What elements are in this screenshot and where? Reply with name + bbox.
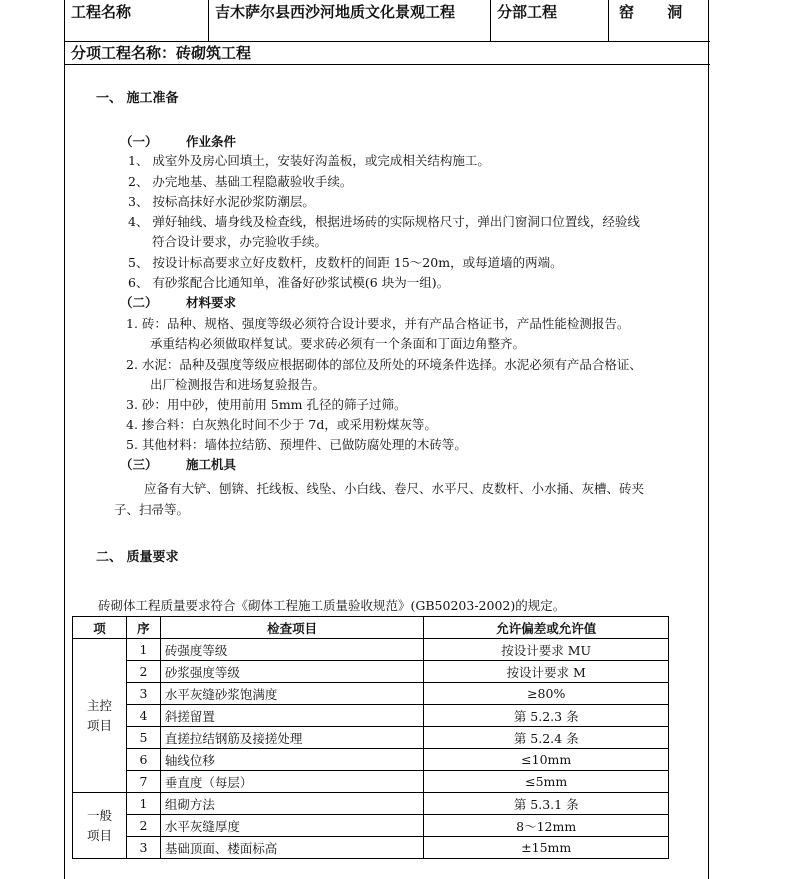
group-name-general: [73, 793, 127, 859]
table-row: [73, 815, 669, 837]
seq-cell: 1: [126, 793, 160, 815]
value-cell: ≤10mm: [424, 749, 669, 771]
item-cell: 垂直度（每层）: [160, 771, 423, 793]
seq-cell: 7: [126, 771, 160, 793]
value-cell: 第 5.2.4 条: [424, 727, 669, 749]
item-cell: 水平灰缝厚度: [160, 815, 423, 837]
table-row: [73, 727, 669, 749]
value-cell: 第 5.2.3 条: [424, 705, 669, 727]
material-line: 承重结构必须做取样复试。要求砖必须有一个条面和丁面边角整齐。: [150, 336, 526, 351]
value-cell: 第 5.3.1 条: [424, 793, 669, 815]
condition-line: 4、 弹好轴线、墙身线及检查线，根据进场砖的实际规格尺寸，弹出门窗洞口位置线，经验线: [128, 214, 640, 229]
item-cell: 水平灰缝砂浆饱满度: [160, 683, 423, 705]
group-label: 一般项目: [86, 807, 112, 843]
subdivision-title: 分项工程名称：砖砌筑工程: [65, 42, 710, 65]
col-header: 序: [126, 617, 160, 639]
table-row: [73, 771, 669, 793]
section2-title: 二、 质量要求: [96, 550, 179, 565]
sub1-num: （一）: [120, 134, 158, 149]
seq-cell: 5: [126, 727, 160, 749]
seq-cell: 6: [126, 749, 160, 771]
condition-line: 3、 按标高抹好水泥砂浆防潮层。: [128, 194, 315, 209]
value-cell: 8～12mm: [424, 815, 669, 837]
table-header-row: [73, 617, 669, 639]
value-cell: 按设计要求 M: [424, 661, 669, 683]
group-name-main: [73, 639, 127, 793]
tools-line: 子、扫帚等。: [114, 502, 190, 517]
material-line: 4. 掺合料：白灰熟化时间不少于 7d，或采用粉煤灰等。: [126, 417, 437, 432]
material-line: 出厂检测报告和进场复验报告。: [150, 377, 326, 392]
value-cell: 按设计要求 MU: [424, 639, 669, 661]
material-line: 5. 其他材料：墙体拉结筋、预埋件、已做防腐处理的木砖等。: [126, 437, 467, 452]
condition-line: 1、 成室外及房心回填土，安装好沟盖板，或完成相关结构施工。: [128, 153, 490, 168]
col-header: 项: [73, 617, 127, 639]
item-cell: 基础顶面、楼面标高: [160, 837, 423, 859]
item-cell: 组砌方法: [160, 793, 423, 815]
condition-line: 符合设计要求，办完验收手续。: [152, 234, 328, 249]
quality-table: [72, 616, 669, 859]
item-cell: 轴线位移: [160, 749, 423, 771]
quality-intro: 砖砌体工程质量要求符合《砌体工程施工质量验收规范》(GB50203-2002)的规定。: [98, 598, 566, 613]
item-cell: 直搓拉结钢筋及接搓处理: [160, 727, 423, 749]
table-row: [73, 705, 669, 727]
seq-cell: 3: [126, 837, 160, 859]
sub3-num: （三）: [120, 457, 158, 472]
value-cell: ≥80%: [424, 683, 669, 705]
seq-cell: 1: [126, 639, 160, 661]
seq-cell: 2: [126, 815, 160, 837]
condition-line: 2、 办完地基、基础工程隐蔽验收手续。: [128, 174, 353, 189]
table-row: [73, 837, 669, 859]
item-cell: 砂浆强度等级: [160, 661, 423, 683]
sub1-title: 作业条件: [186, 134, 237, 149]
section1-title: 一、 施工准备: [96, 91, 179, 106]
material-line: 1. 砖：品种、规格、强度等级必须符合设计要求，并有产品合格证书，产品性能检测报告。: [126, 316, 630, 331]
item-cell: 砖强度等级: [160, 639, 423, 661]
table-row: [73, 683, 669, 705]
value-cell: ±15mm: [424, 837, 669, 859]
condition-line: 5、 按设计标高要求立好皮数杆，皮数杆的间距 15～20m，或每道墙的两端。: [128, 255, 563, 270]
seq-cell: 4: [126, 705, 160, 727]
seq-cell: 2: [126, 661, 160, 683]
table-row: [73, 793, 669, 815]
division-label: 分部工程: [491, 0, 609, 42]
value-cell: ≤5mm: [424, 771, 669, 793]
project-name-value: 吉木萨尔县西沙河地质文化景观工程: [209, 0, 491, 42]
sub3-title: 施工机具: [186, 457, 237, 472]
col-header: 允许偏差或允许值: [424, 617, 669, 639]
table-row: [73, 749, 669, 771]
sub2-num: （二）: [120, 295, 158, 310]
group-label: 主控项目: [86, 697, 112, 733]
col-header: 检查项目: [160, 617, 423, 639]
material-line: 2. 水泥：品种及强度等级应根据砌体的部位及所处的环境条件选择。水泥必须有产品合格证、: [126, 357, 642, 372]
item-cell: 斜搓留置: [160, 705, 423, 727]
condition-line: 6、 有砂浆配合比通知单，准备好砂浆试模(6 块为一组)。: [128, 275, 450, 290]
tools-line: 应备有大铲、刨锛、托线板、线坠、小白线、卷尺、水平尺、皮数杆、小水捅、灰槽、砖夹: [144, 481, 645, 496]
division-value: 窑 洞: [619, 3, 697, 21]
table-row: [73, 639, 669, 661]
table-row: [73, 661, 669, 683]
material-line: 3. 砂：用中砂，使用前用 5mm 孔径的筛子过筛。: [126, 397, 407, 412]
header-row: [65, 0, 710, 42]
sub2-title: 材料要求: [186, 295, 237, 310]
seq-cell: 3: [126, 683, 160, 705]
project-name-label: 工程名称: [65, 0, 209, 42]
